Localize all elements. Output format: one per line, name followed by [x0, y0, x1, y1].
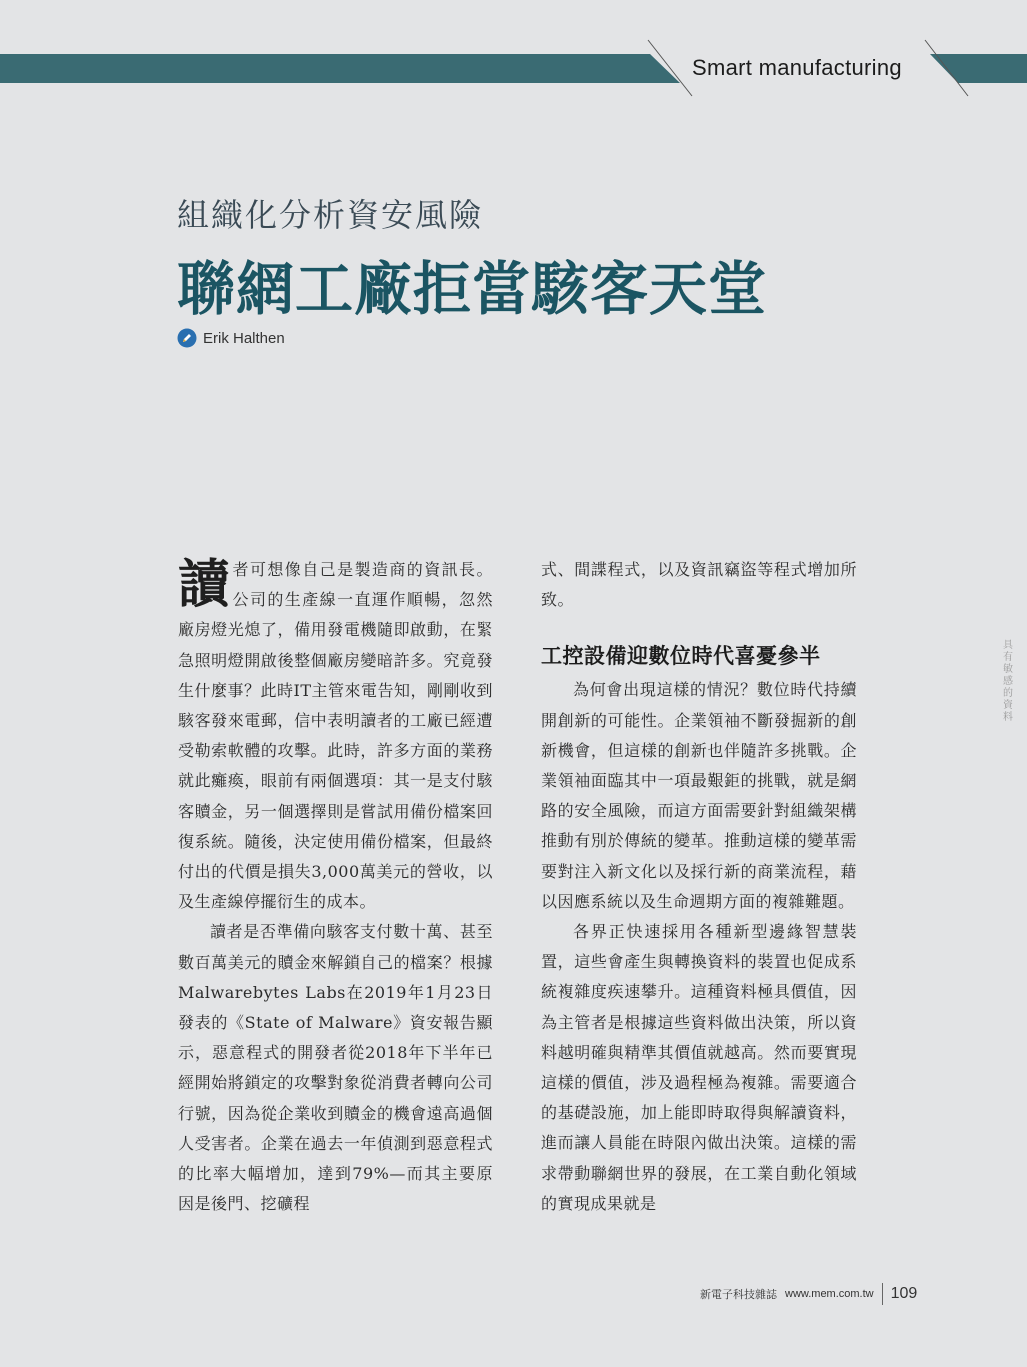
footer-url: www.mem.com.tw — [785, 1288, 874, 1300]
dropcap: 讀 — [178, 554, 231, 615]
pen-icon — [177, 328, 197, 348]
footer-magazine: 新電子科技雜誌 — [700, 1288, 777, 1301]
author-byline — [177, 328, 285, 348]
article-subtitle: 組織化分析資安風險 — [177, 196, 484, 234]
paragraph-1: 讀者可想像自己是製造商的資訊長。公司的生產線一直運作順暢，忽然廠房燈光熄了，備用發電機隨即啟動，在緊急照明燈開啟後整個廠房變暗許多。究竟發生什麼事？此時IT主管來電告知，剛剛收到駭客發來電郵，信中表明讀者的工廠已經遭受勒索軟體的攻擊。此時，許多方面的業務就此癱瘓，眼前有兩個選項：其一是支付駭客贖金，另一個選擇則是嘗試用備份檔案回復系統。隨後，決定使用備份檔案，但最終付出的代價是損失3,000萬美元的營收，以及生產線停擺衍生的成本。 — [178, 554, 493, 912]
paragraph-4: 各界正快速採用各種新型邊緣智慧裝置，這些會產生與轉換資料的裝置也促成系統複雜度疾速攀升。這種資料極具價值，因為主管者是根據這些資料做出決策，所以資料越明確與精準其價值就越高。然而要實現這樣的價值，涉及過程極為複雜。需要適合的基礎設施，加上能即時取得與解讀資料，進而讓人員能在時限內做出決策。這樣的需求帶動聯網世界的發展，在工業自動化領域的實現成果就是 — [541, 922, 857, 1213]
author-name: Erik Halthen — [203, 329, 285, 347]
right-column — [541, 555, 857, 1219]
continuation-paragraph: 式、間諜程式，以及資訊竊盜等程式增加所致。 — [541, 560, 857, 610]
left-column — [178, 555, 493, 1219]
footer — [700, 1283, 917, 1305]
side-note: 具有敏感的資料 — [1003, 640, 1013, 723]
paragraph-2: 讀者是否準備向駭客支付數十萬、甚至數百萬美元的贖金來解鎖自己的檔案？根據Malwarebytes Labs在2019年1月23日發表的《State of Malware》資安報告顯示，惡意程式的開發者從2018年下半年已經開始將鎖定的攻擊對象從消費者轉向公司行號，因為從企業收到贖金的機會遠高過個人受害者。企業在過去一年偵測到惡意程式的比率大幅增加，達到79%—而其主要原因是後門、挖礦程 — [178, 922, 493, 1214]
footer-separator — [882, 1283, 883, 1305]
section-heading: 工控設備迎數位時代喜憂參半 — [541, 644, 821, 669]
section-label: Smart manufacturing — [692, 55, 902, 80]
article-title: 聯網工廠拒當駭客天堂 — [177, 255, 768, 323]
paragraph-3: 為何會出現這樣的情況？數位時代持續開創新的可能性。企業領袖不斷發掘新的創新機會，但這樣的創新也伴隨許多挑戰。企業領袖面臨其中一項最艱鉅的挑戰，就是網路的安全風險，而這方面需要針對組織架構推動有別於傳統的變革。推動這樣的變革需要對注入新文化以及採行新的商業流程，藉以因應系統以及生命週期方面的複雜難題。 — [541, 680, 857, 911]
page-number: 109 — [890, 1285, 918, 1302]
